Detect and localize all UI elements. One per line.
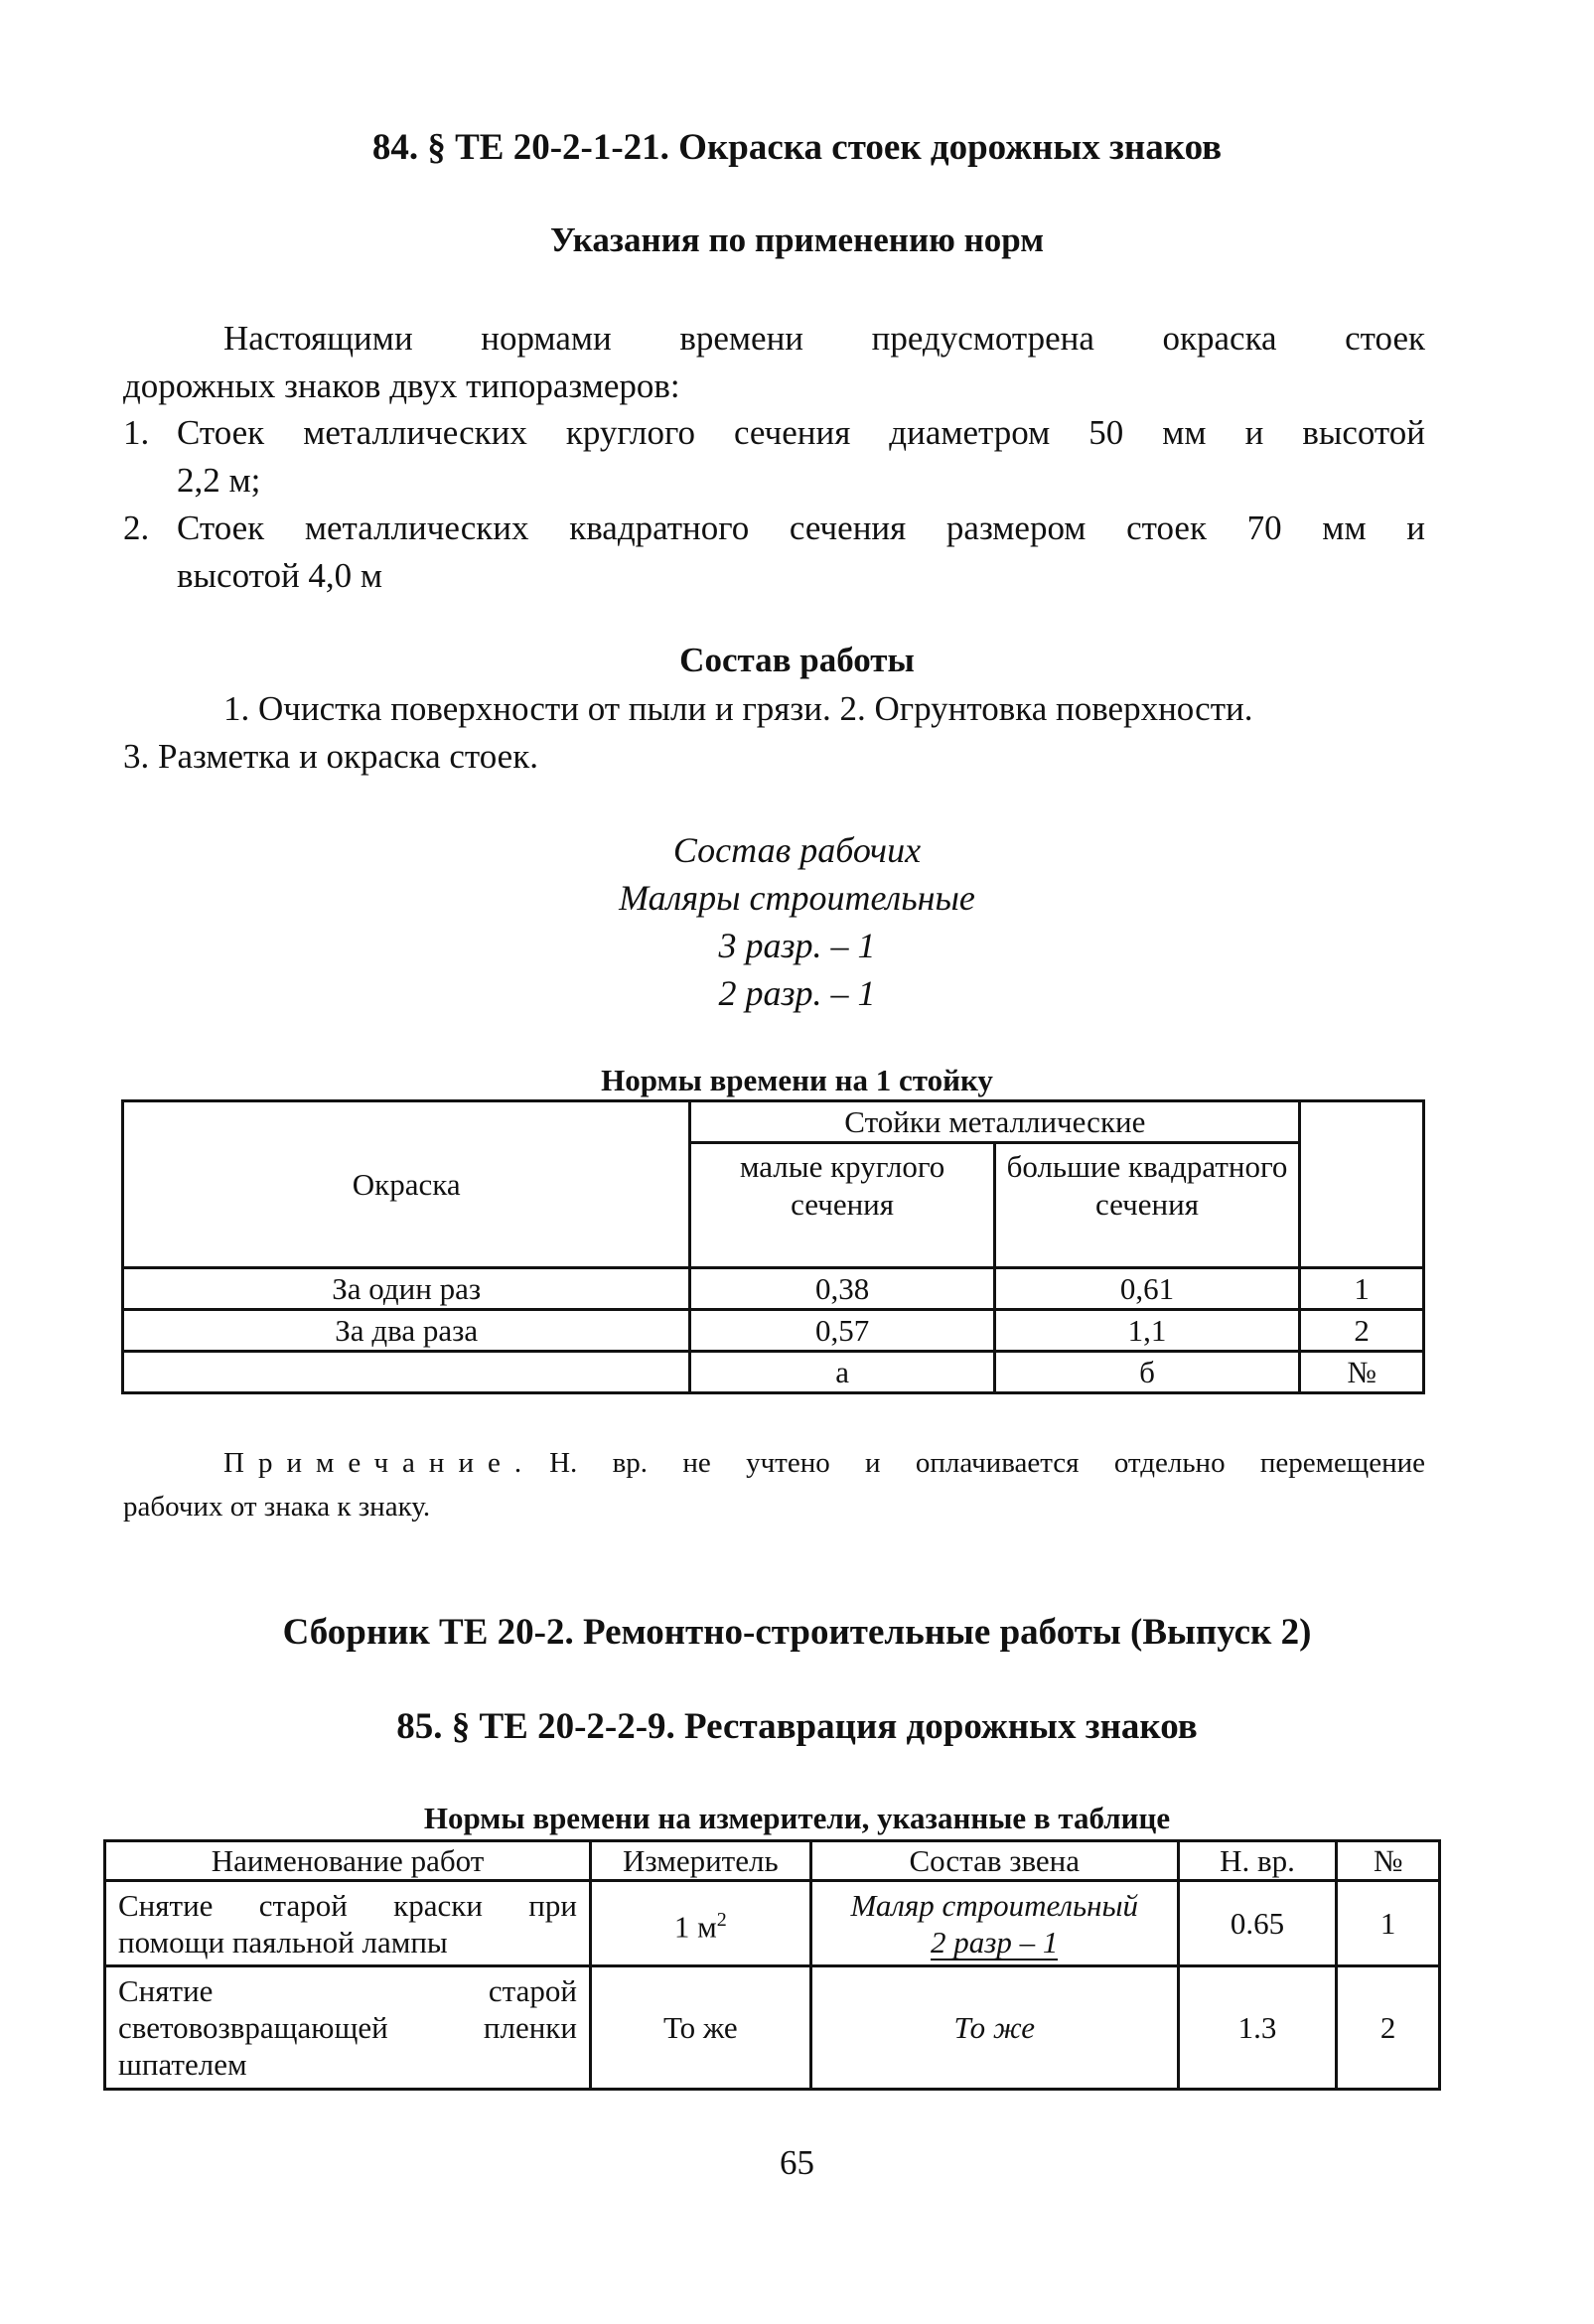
crew-grade-3: 3 разр. – 1 xyxy=(718,926,876,965)
crew-line-2: 2 разр – 1 xyxy=(931,1924,1059,1960)
work-name-cell xyxy=(105,1881,591,1966)
header-norm: Н. вр. xyxy=(1178,1841,1337,1881)
table-header-empty xyxy=(1300,1101,1424,1268)
value-a: 0,57 xyxy=(690,1310,994,1352)
page-number: 65 xyxy=(780,2143,814,2182)
norms-table-restoration xyxy=(103,1839,1441,2091)
work-name-line-1: Снятие старой xyxy=(118,1973,577,2008)
value-a: 0,38 xyxy=(690,1268,994,1310)
guidelines-heading: Указания по применению норм xyxy=(549,220,1045,259)
footer-col-number: № xyxy=(1300,1352,1424,1393)
row-number: 2 xyxy=(1337,1966,1440,2090)
footer-col-a: а xyxy=(690,1352,994,1393)
footer-col-b: б xyxy=(994,1352,1300,1393)
work-name-line-1: Снятие старой краски при xyxy=(118,1887,577,1923)
note-line-1 xyxy=(223,1442,1425,1484)
work-composition-heading: Состав работы xyxy=(679,641,915,679)
unit-value: То же xyxy=(590,1966,810,2090)
header-work-name: Наименование работ xyxy=(105,1841,591,1881)
row-label: За два раза xyxy=(123,1310,690,1352)
value-b: 1,1 xyxy=(994,1310,1300,1352)
norm-value: 0.65 xyxy=(1178,1881,1337,1966)
section-84-title: 84. § ТЕ 20-2-1-21. Окраска стоек дорожных знаков xyxy=(371,127,1223,168)
collection-title: Сборник ТЕ 20-2. Ремонтно-строительные работы (Выпуск 2) xyxy=(282,1612,1312,1653)
list-item-2-line-1: Стоек металлических квадратного сечения размером стоек 70 мм и xyxy=(177,508,1425,547)
work-name-line-2: световозвращающей пленки xyxy=(118,2010,577,2045)
unit-superscript: 2 xyxy=(716,1908,727,1931)
header-unit: Измеритель xyxy=(590,1841,810,1881)
work-name-line-2: помощи паяльной лампы xyxy=(118,1924,448,1960)
table-header-large-square: большие квадратного сечения xyxy=(994,1143,1300,1268)
table-row xyxy=(105,1881,1440,1966)
norm-value: 1.3 xyxy=(1178,1966,1337,2090)
norms-table-posts xyxy=(121,1099,1425,1394)
unit-cell xyxy=(590,1881,810,1966)
crew-heading: Состав рабочих xyxy=(672,830,922,870)
list-item-2-number: 2. xyxy=(123,508,150,547)
note-label: Примечание. xyxy=(223,1447,536,1479)
table-footer-row xyxy=(123,1352,1424,1393)
table-row xyxy=(123,1268,1424,1310)
unit-value: 1 м xyxy=(673,1909,717,1945)
crew-value: То же xyxy=(810,1966,1178,2090)
footer-label xyxy=(123,1352,690,1393)
section-85-title: 85. § ТЕ 20-2-2-9. Реставрация дорожных знаков xyxy=(396,1706,1198,1747)
crew-profession: Маляры строительные xyxy=(619,878,975,918)
work-composition-line-2: 3. Разметка и окраска стоек. xyxy=(123,737,538,776)
note-text: Н. вр. не учтено и оплачивается отдельно перемещение xyxy=(549,1447,1425,1479)
list-item-1-line-2: 2,2 м; xyxy=(177,461,261,500)
table-header-small-round: малые круглого сечения xyxy=(690,1143,994,1268)
work-composition-line-1: 1. Очистка поверхности от пыли и грязи. 2. Огрунтовка поверхности. xyxy=(223,689,1253,728)
row-number: 1 xyxy=(1300,1268,1424,1310)
list-item-1-number: 1. xyxy=(123,413,150,452)
header-number: № xyxy=(1337,1841,1440,1881)
crew-line-1: Маляр строительный xyxy=(850,1887,1139,1923)
header-crew: Состав звена xyxy=(810,1841,1178,1881)
row-label: За один раз xyxy=(123,1268,690,1310)
list-item-1-line-1: Стоек металлических круглого сечения диаметром 50 мм и высотой xyxy=(177,413,1425,452)
work-name-line-3: шпателем xyxy=(118,2047,247,2082)
crew-grade-2: 2 разр. – 1 xyxy=(718,973,876,1013)
row-number: 2 xyxy=(1300,1310,1424,1352)
crew-cell xyxy=(810,1881,1178,1966)
intro-line-1: Настоящими нормами времени предусмотрена окраска стоек xyxy=(223,319,1425,358)
list-item-2-line-2: высотой 4,0 м xyxy=(177,556,383,595)
table-row xyxy=(123,1310,1424,1352)
note-line-2: рабочих от знака к знаку. xyxy=(123,1491,431,1523)
value-b: 0,61 xyxy=(994,1268,1300,1310)
work-name-cell xyxy=(105,1966,591,2090)
intro-line-2: дорожных знаков двух типоразмеров: xyxy=(123,366,680,405)
table-header-metal-posts: Стойки металлические xyxy=(690,1101,1300,1143)
table-2-caption: Нормы времени на измерители, указанные в таблице xyxy=(423,1801,1171,1835)
table-1-caption: Нормы времени на 1 стойку xyxy=(601,1063,993,1097)
table-row xyxy=(105,1966,1440,2090)
row-number: 1 xyxy=(1337,1881,1440,1966)
table-header-painting: Окраска xyxy=(123,1101,690,1268)
